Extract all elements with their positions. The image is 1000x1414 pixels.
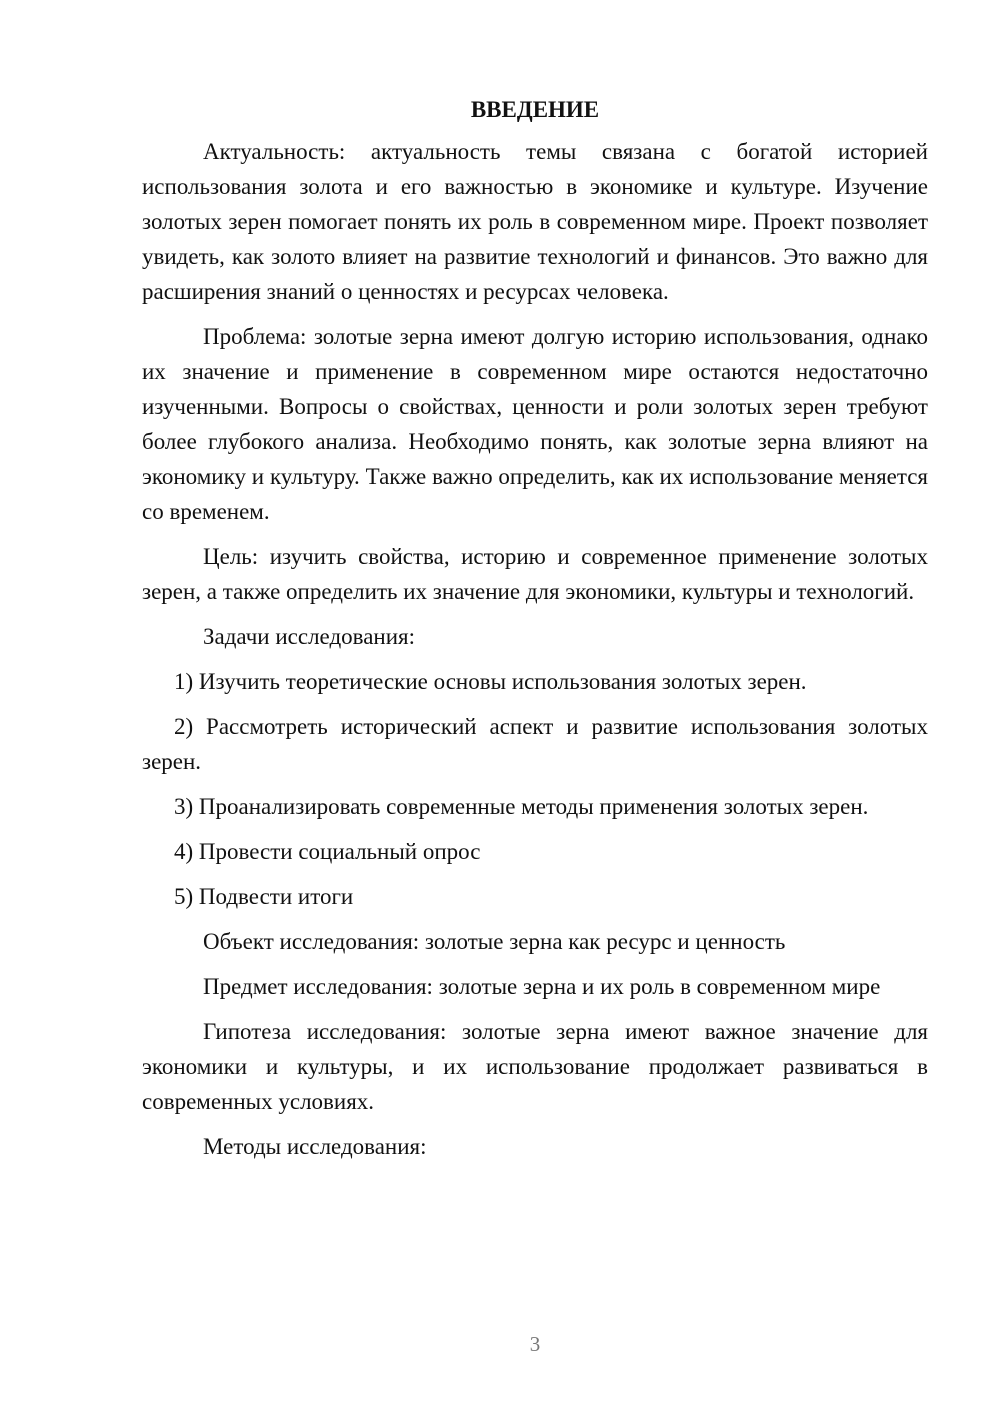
subject-paragraph: Предмет исследования: золотые зерна и их роль в современном мире — [203, 974, 881, 999]
task-item-4: 4) Провести социальный опрос — [174, 839, 481, 864]
goal-paragraph: Цель: изучить свойства, историю и современное применение золотых зерен, а также определить их значение для экономики, культуры и технологий. — [142, 544, 928, 604]
relevance-paragraph: Актуальность: актуальность темы связана с богатой историей использования золота и его важностью в экономике и культуре. Изучение золотых зерен помогает понять их роль в современном мире. Проект позволяет увидеть, как золото влияет на развитие технологий и финансов. Это важно для расширения знаний о ценностях и ресурсах человека. — [142, 139, 928, 304]
tasks-title: Задачи исследования: — [203, 624, 416, 649]
section-heading: ВВЕДЕНИЕ — [470, 97, 600, 122]
methods-title: Методы исследования: — [203, 1134, 427, 1159]
page-content — [142, 92, 928, 1174]
task-item-2: 2) Рассмотреть исторический аспект и развитие использования золотых зерен. — [142, 714, 928, 774]
task-item-1: 1) Изучить теоретические основы использования золотых зерен. — [174, 669, 807, 694]
problem-paragraph: Проблема: золотые зерна имеют долгую историю использования, однако их значение и применение в современном мире остаются недостаточно изученными. Вопросы о свойствах, ценности и роли золотых зерен требуют более глубокого анализа. Необходимо понять, как золотые зерна влияют на экономику и культуру. Также важно определить, как их использование меняется со временем. — [142, 324, 928, 524]
object-paragraph: Объект исследования: золотые зерна как ресурс и ценность — [203, 929, 786, 954]
hypothesis-paragraph: Гипотеза исследования: золотые зерна имеют важное значение для экономики и культуры, и их использование продолжает развиваться в современных условиях. — [142, 1019, 928, 1114]
task-item-3: 3) Проанализировать современные методы применения золотых зерен. — [174, 794, 869, 819]
task-item-5: 5) Подвести итоги — [174, 884, 354, 909]
page-number: 3 — [529, 1332, 541, 1356]
